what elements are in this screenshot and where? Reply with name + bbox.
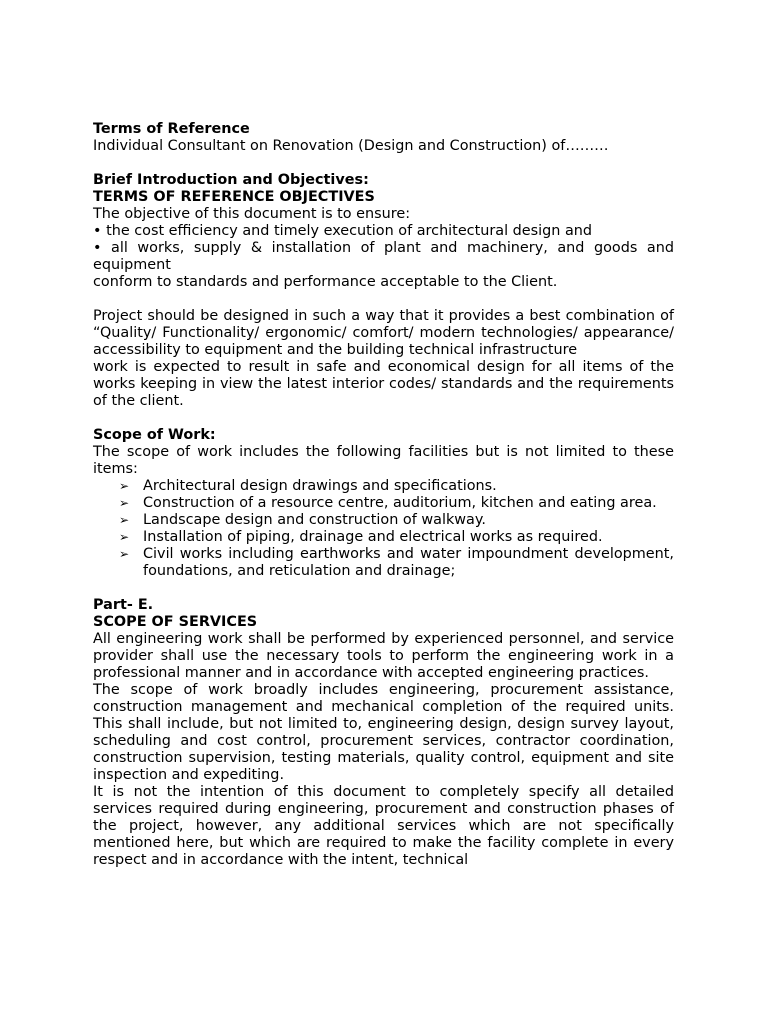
list-item: ➢ Installation of piping, drainage and electrical works as required. <box>119 529 603 545</box>
intro-heading: Brief Introduction and Objectives: <box>93 172 369 188</box>
arrowhead-bullet-icon: ➢ <box>119 513 130 527</box>
scope-heading: Scope of Work: <box>93 427 216 443</box>
list-item: ➢ Architectural design drawings and specifications. <box>119 478 497 494</box>
arrowhead-bullet-icon: ➢ <box>119 547 130 561</box>
document-page <box>93 121 674 869</box>
project-paragraph: Project should be designed in such a way that it provides a best combination of “Quality/ Functionality/ ergonomic/ comfort/ modern technologies/ appearance/ accessibility to equipment and the building technical infrastructure <box>93 308 674 358</box>
services-paragraph: It is not the intention of this document to completely specify all detailed services required during engineering, procurement and construction phases of the project, however, any additional services which are not specifically mentioned here, but which are required to make the facility complete in every respect and in accordance with the intent, technical <box>93 784 674 868</box>
objectives-bullet: • the cost efficiency and timely execution of architectural design and <box>93 223 593 239</box>
list-item: ➢ Civil works including earthworks and water impoundment development, foundations, and reticulation and drainage; <box>119 546 674 579</box>
scope-lead: The scope of work includes the following facilities but is not limited to these items: <box>93 444 674 477</box>
document-subtitle: Individual Consultant on Renovation (Design and Construction) of……… <box>93 138 609 154</box>
arrowhead-bullet-icon: ➢ <box>119 479 130 493</box>
objectives-closing: conform to standards and performance acceptable to the Client. <box>93 274 558 290</box>
document-title: Terms of Reference <box>93 121 250 137</box>
services-paragraph: All engineering work shall be performed by experienced personnel, and service provider shall use the necessary tools to perform the engineering work in a professional manner and in accordance with accepted engineering practices. <box>93 631 674 681</box>
list-item: ➢ Landscape design and construction of walkway. <box>119 512 486 528</box>
project-paragraph: work is expected to result in safe and economical design for all items of the works keeping in view the latest interior codes/ standards and the requirements of the client. <box>93 359 674 409</box>
objectives-bullet: • all works, supply & installation of plant and machinery, and goods and equipment <box>93 240 674 273</box>
services-heading: SCOPE OF SERVICES <box>93 614 258 630</box>
part-heading: Part- E. <box>93 597 154 613</box>
objectives-lead: The objective of this document is to ensure: <box>93 206 411 222</box>
objectives-heading: TERMS OF REFERENCE OBJECTIVES <box>93 189 375 205</box>
scope-list <box>93 478 674 580</box>
list-item: ➢ Construction of a resource centre, auditorium, kitchen and eating area. <box>119 495 657 511</box>
arrowhead-bullet-icon: ➢ <box>119 530 130 544</box>
services-paragraph: The scope of work broadly includes engineering, procurement assistance, construction management and mechanical completion of the required units. This shall include, but not limited to, engineering design, design survey layout, scheduling and cost control, procurement services, contractor coordination, construction supervision, testing materials, quality control, equipment and site inspection and expediting. <box>93 682 674 783</box>
arrowhead-bullet-icon: ➢ <box>119 496 130 510</box>
